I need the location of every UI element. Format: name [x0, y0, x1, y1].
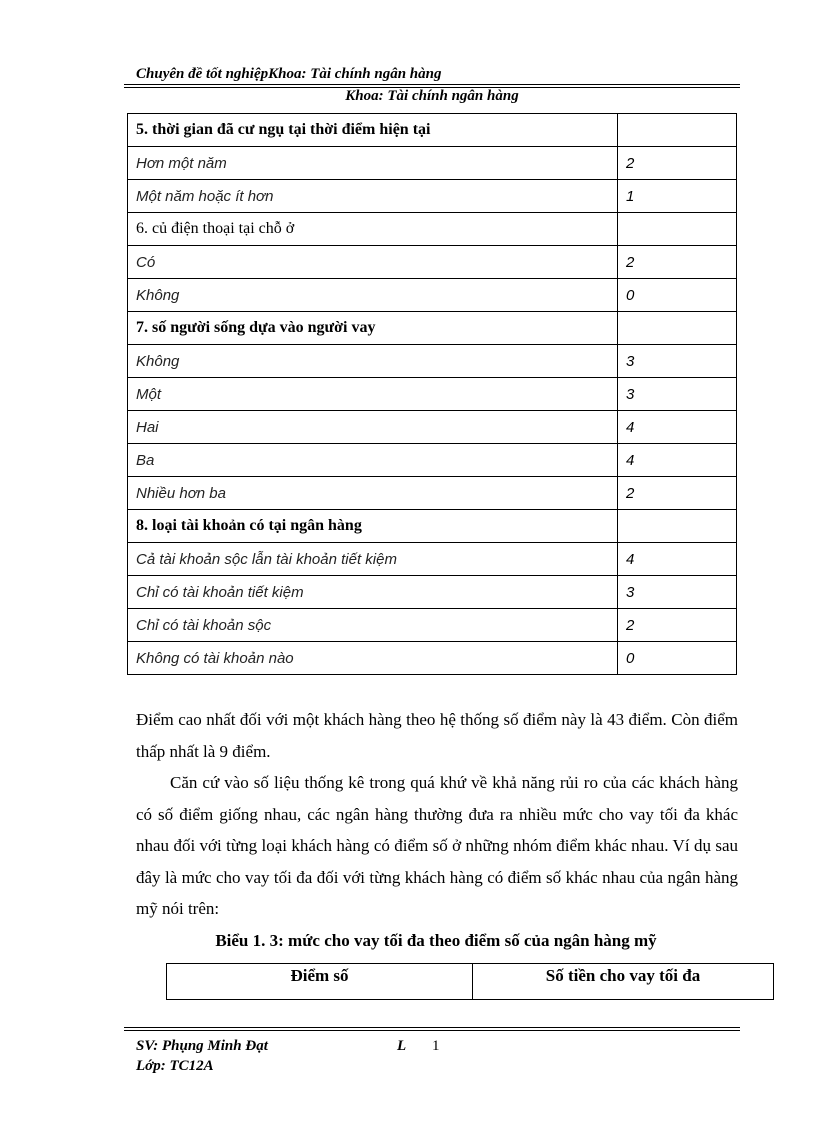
criterion-points: 4 [618, 411, 737, 444]
criterion-points: 3 [618, 345, 737, 378]
criterion-heading: 6. củ điện thoại tại chỗ ở [128, 213, 618, 246]
criterion-heading: 8. loại tài khoản có tại ngân hàng [128, 510, 618, 543]
criterion-heading: 5. thời gian đã cư ngụ tại thời điểm hiện tại [128, 114, 618, 147]
criterion-points: 2 [618, 147, 737, 180]
criterion-points: 3 [618, 576, 737, 609]
footer-rule-bottom [124, 1030, 740, 1031]
column-header-max-loan: Số tiền cho vay tối đa [473, 964, 774, 1000]
column-header-score: Điểm số [167, 964, 473, 1000]
page-number: 1 [432, 1038, 440, 1054]
criterion-option: Có [128, 246, 618, 279]
criterion-points: 2 [618, 246, 737, 279]
criterion-option: Chỉ có tài khoản sộc [128, 609, 618, 642]
criterion-points: 0 [618, 279, 737, 312]
table-row [128, 510, 737, 543]
header-title: Chuyên đề tốt nghiệpKhoa: Tài chính ngân hàng [136, 66, 442, 82]
criterion-option: Chỉ có tài khoản tiết kiệm [128, 576, 618, 609]
criterion-option: Không [128, 279, 618, 312]
table-row [128, 213, 737, 246]
criterion-points [618, 510, 737, 543]
footer-rule-top [124, 1027, 740, 1028]
table-row [128, 444, 737, 477]
criterion-points: 1 [618, 180, 737, 213]
table-row [128, 345, 737, 378]
table-row [128, 411, 737, 444]
criterion-points [618, 213, 737, 246]
criterion-points: 2 [618, 609, 737, 642]
table-row [128, 279, 737, 312]
table-row [128, 246, 737, 279]
criterion-points: 0 [618, 642, 737, 675]
criterion-option: Cả tài khoản sộc lẫn tài khoản tiết kiệm [128, 543, 618, 576]
loan-limit-table [166, 963, 774, 1000]
table-row [128, 312, 737, 345]
criterion-points [618, 312, 737, 345]
criterion-option: Một năm hoặc ít hơn [128, 180, 618, 213]
table-row [128, 477, 737, 510]
table-row [128, 147, 737, 180]
criterion-option: Không [128, 345, 618, 378]
criterion-points: 4 [618, 444, 737, 477]
criterion-option: Không có tài khoản nào [128, 642, 618, 675]
table-row [128, 576, 737, 609]
criterion-points [618, 114, 737, 147]
footer-class: Lớp: TC12A [136, 1058, 214, 1074]
criterion-option: Nhiều hơn ba [128, 477, 618, 510]
table-row [128, 378, 737, 411]
criterion-heading: 7. số người sống dựa vào người vay [128, 312, 618, 345]
header-rule-top [124, 84, 740, 85]
criterion-option: Một [128, 378, 618, 411]
criterion-points: 2 [618, 477, 737, 510]
footer-letter: L [397, 1038, 407, 1054]
paragraph-loan-limits: Căn cứ vào số liệu thống kê trong quá khứ về khả năng rủi ro của các khách hàng có số điểm giống nhau, các ngân hàng thường đưa ra nhiều mức cho vay tối đa khác nhau đối với từng loại khách hàng có điểm số ở những nhóm điểm khác nhau. Ví dụ sau đây là mức cho vay tối đa đối với từng khách hàng có điểm số khác nhau của ngân hàng mỹ nói trên: [136, 773, 738, 918]
criterion-option: Ba [128, 444, 618, 477]
scoring-table [127, 113, 737, 675]
criterion-points: 3 [618, 378, 737, 411]
table-row [128, 609, 737, 642]
criterion-option: Hơn một năm [128, 147, 618, 180]
paragraph-score-range: Điểm cao nhất đối với một khách hàng theo hệ thống số điểm này là 43 điểm. Còn điểm thấp nhất là 9 điểm. [136, 710, 738, 761]
table-row [128, 642, 737, 675]
header-faculty: Khoa: Tài chính ngân hàng [345, 88, 519, 104]
table-row [128, 543, 737, 576]
loan-limit-header-row [167, 964, 774, 1000]
table-row [128, 180, 737, 213]
criterion-points: 4 [618, 543, 737, 576]
table-row [128, 114, 737, 147]
footer-student: SV: Phụng Minh Đạt [136, 1038, 268, 1054]
criterion-option: Hai [128, 411, 618, 444]
table-caption: Biểu 1. 3: mức cho vay tối đa theo điểm số của ngân hàng mỹ [215, 931, 657, 950]
